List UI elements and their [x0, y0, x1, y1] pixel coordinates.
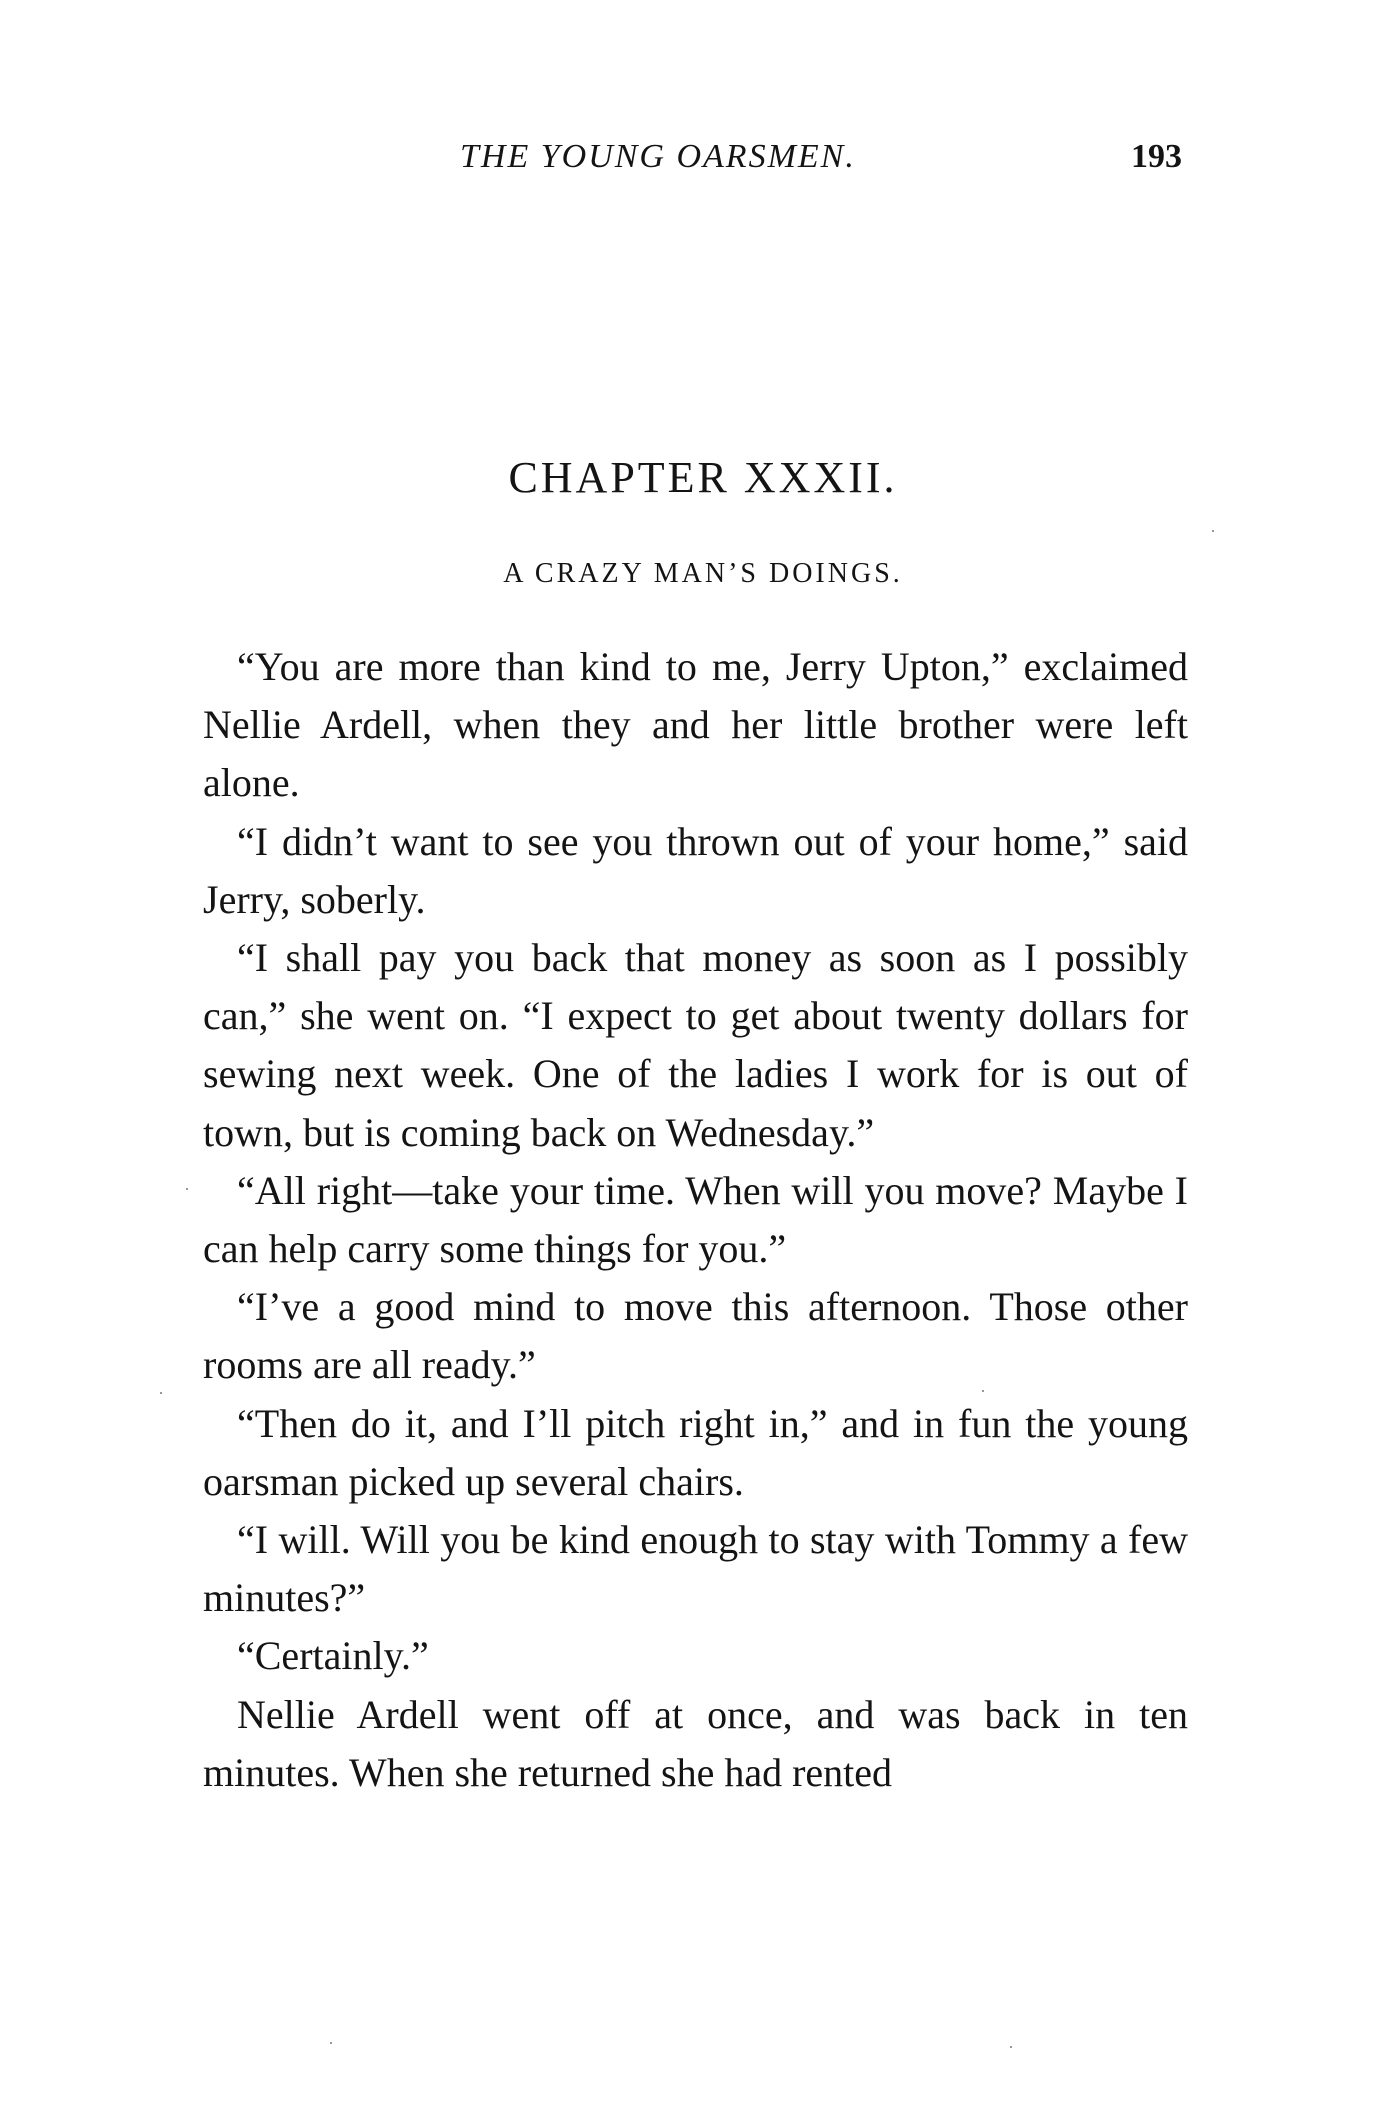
- paragraph: “I will. Will you be kind enough to stay with Tommy a few minutes?”: [203, 1517, 1188, 1621]
- paragraph: “All right—take your time. When will you move? Maybe I can help carry some things for you.”: [203, 1167, 1188, 1272]
- running-header: [200, 138, 1190, 188]
- paragraph: “I’ve a good mind to move this afternoon. Those other rooms are all ready.”: [203, 1284, 1188, 1388]
- scan-speck: [160, 1392, 162, 1394]
- running-title: THE YOUNG OARSMEN.: [460, 138, 856, 175]
- chapter-subtitle: A CRAZY MAN’S DOINGS.: [503, 558, 903, 589]
- scan-speck: [1010, 2046, 1012, 2048]
- paragraph: “I didn’t want to see you thrown out of your home,” said Jerry, soberly.: [203, 818, 1188, 922]
- scan-speck: [1212, 530, 1214, 532]
- chapter-title: CHAPTER XXXII.: [508, 453, 898, 502]
- paragraph: “I shall pay you back that money as soon as I possibly can,” she went on. “I expect to get about twenty dollars for sewing next week. One of the ladies I work for is out of town, but is coming back on Wednesday.”: [203, 935, 1188, 1155]
- paragraph: “Then do it, and I’ll pitch right in,” and in fun the young oarsman picked up several chairs.: [203, 1400, 1188, 1504]
- paragraph: “You are more than kind to me, Jerry Upton,” exclaimed Nellie Ardell, when they and her little brother were left alone.: [203, 644, 1188, 806]
- scan-speck: [982, 1390, 984, 1392]
- chapter-body: [203, 638, 1188, 1802]
- scan-speck: [186, 1188, 188, 1190]
- scan-speck: [330, 2042, 332, 2044]
- paragraph: “Certainly.”: [237, 1633, 429, 1679]
- page-number: 193: [1131, 138, 1182, 175]
- paragraph: Nellie Ardell went off at once, and was back in ten minutes. When she returned she had rented: [203, 1691, 1188, 1795]
